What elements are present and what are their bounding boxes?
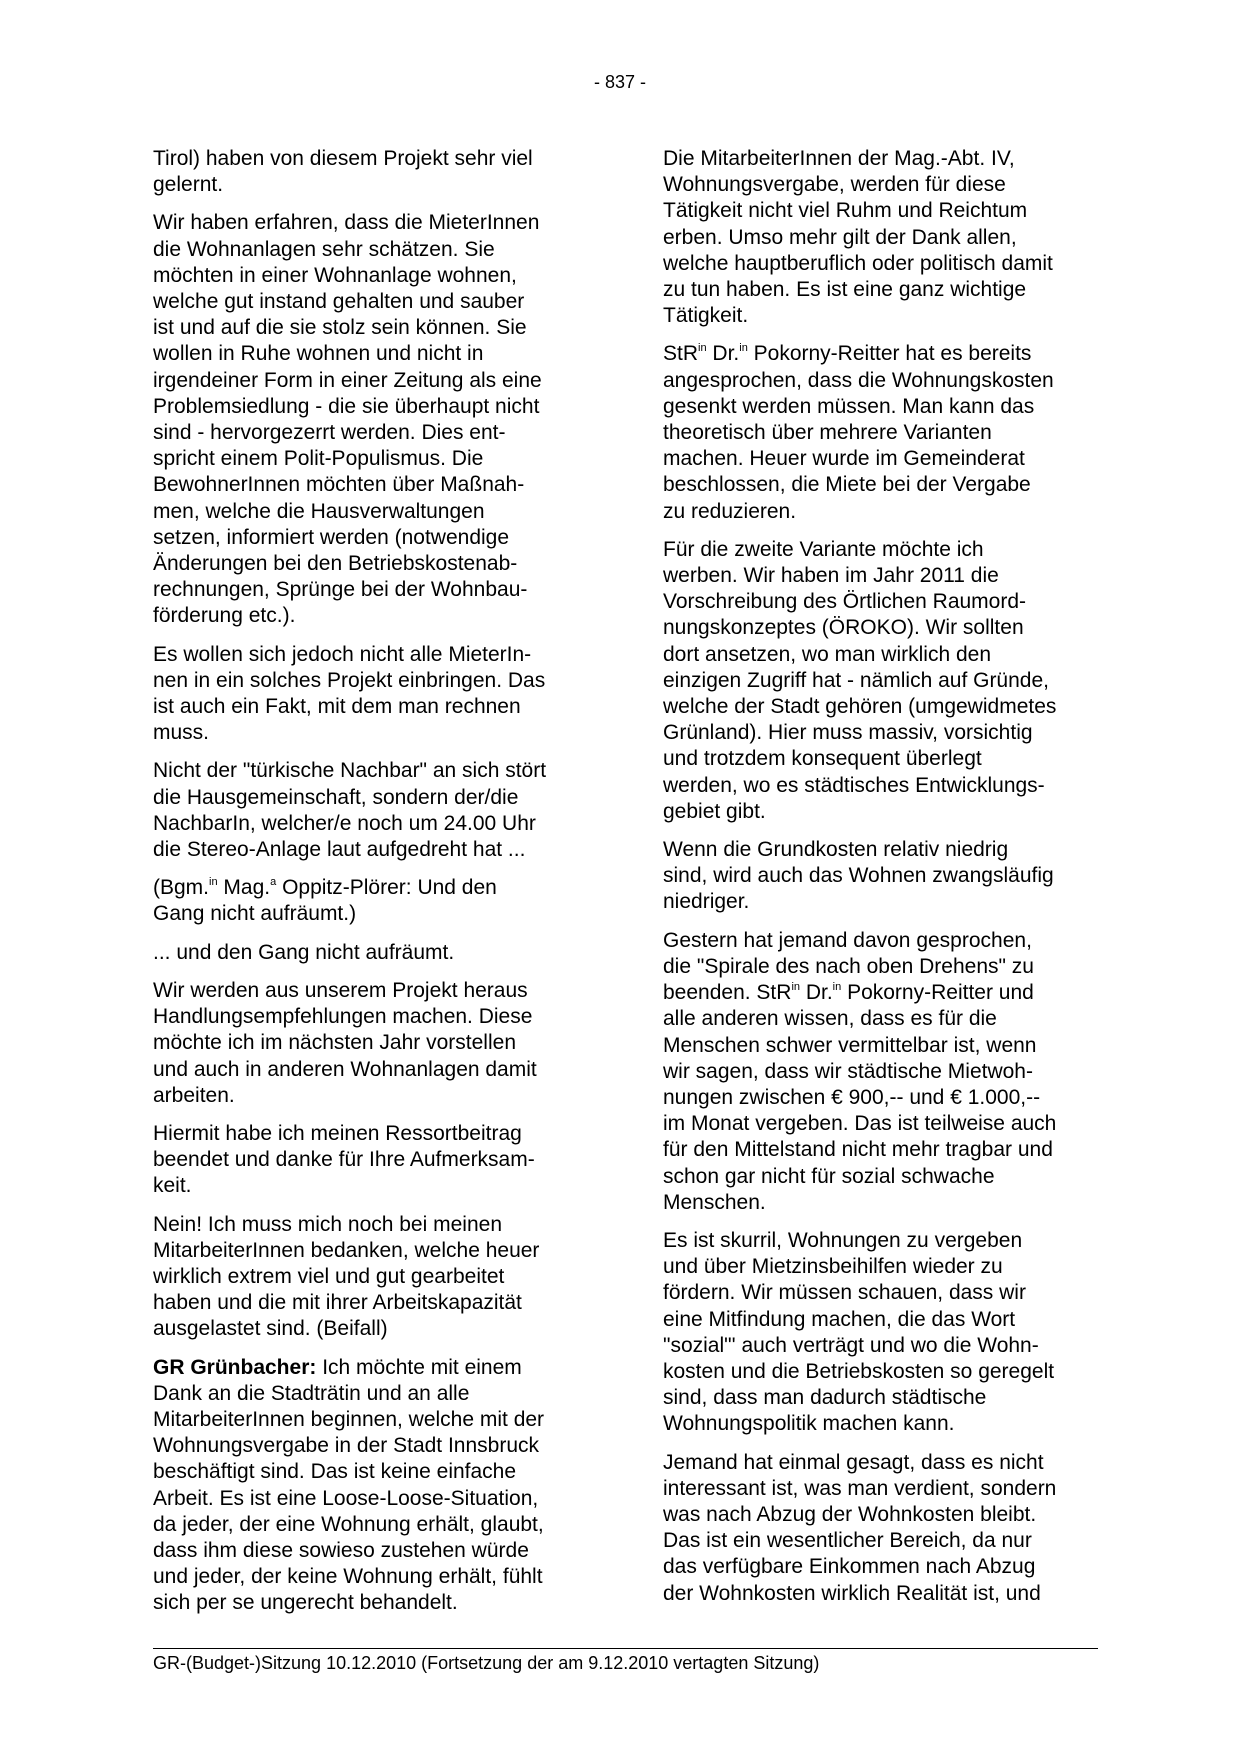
line: muss.	[153, 721, 210, 745]
paragraph	[153, 758, 585, 863]
line: Tätigkeit nicht viel Ruhm und Reichtum	[663, 199, 1028, 223]
line: erben. Umso mehr gilt der Dank allen,	[663, 225, 1017, 249]
line: NachbarIn, welcher/e noch um 24.00 Uhr	[153, 811, 536, 835]
line: wollen in Ruhe wohnen und nicht in	[153, 342, 484, 366]
line: Nein! Ich muss mich noch bei meinen	[153, 1212, 502, 1236]
line: Es wollen sich jedoch nicht alle MieterIn-	[153, 642, 532, 666]
line: Handlungsempfehlungen machen. Diese	[153, 1005, 533, 1029]
line: schon gar nicht für sozial schwache	[663, 1164, 995, 1188]
line: Problemsiedlung - die sie überhaupt nicht	[153, 394, 540, 418]
line: kosten und die Betriebskosten so geregelt	[663, 1359, 1055, 1383]
line: Das ist ein wesentlicher Bereich, da nur	[663, 1529, 1032, 1553]
line: theoretisch über mehrere Varianten	[663, 421, 992, 445]
line: die "Spirale des nach oben Drehens" zu	[663, 954, 1034, 978]
line: (Bgm.$^{in}$ Mag.$^a$ Oppitz-Plörer: Und den	[153, 876, 497, 900]
footer-divider	[153, 1648, 1098, 1649]
line: nen in ein solches Projekt einbringen. Das	[153, 668, 546, 692]
paragraph	[153, 978, 585, 1109]
line: welche hauptberuflich oder politisch damit	[663, 251, 1053, 275]
line: das verfügbare Einkommen nach Abzug	[663, 1555, 1036, 1579]
line: Tirol) haben von diesem Projekt sehr viel	[153, 147, 533, 170]
line: im Monat vergeben. Das ist teilweise auch	[663, 1112, 1057, 1136]
line: Es ist skurril, Wohnungen zu vergeben	[663, 1228, 1023, 1252]
paragraph	[663, 537, 1097, 825]
line: fördern. Wir müssen schauen, dass wir	[663, 1281, 1026, 1305]
line: rechnungen, Sprünge bei der Wohnbau-	[153, 578, 528, 602]
line: men, welche die Hausverwaltungen	[153, 499, 485, 523]
line: Die MitarbeiterInnen der Mag.-Abt. IV,	[663, 147, 1015, 170]
line: Für die zweite Variante möchte ich	[663, 537, 984, 561]
speech-paragraph	[153, 1355, 585, 1617]
line: beendet und danke für Ihre Aufmerksam-	[153, 1148, 535, 1172]
line: niedriger.	[663, 890, 750, 914]
right-column	[663, 146, 1097, 1619]
line: beschlossen, die Miete bei der Vergabe	[663, 473, 1031, 497]
line: Vorschreibung des Örtlichen Raumord-	[663, 590, 1027, 614]
line: für den Mittelstand nicht mehr tragbar und	[663, 1138, 1053, 1162]
footer-text: GR-(Budget-)Sitzung 10.12.2010 (Fortsetzung der am 9.12.2010 vertagten Sitzung)	[153, 1653, 820, 1673]
line: sind, wird auch das Wohnen zwangsläufig	[663, 864, 1054, 888]
line: wir sagen, dass wir städtische Mietwoh-	[663, 1059, 1033, 1083]
line: Wohnungspolitik machen kann.	[663, 1412, 955, 1436]
line: und über Mietzinsbeihilfen wieder zu	[663, 1255, 1003, 1279]
line: Gang nicht aufräumt.)	[153, 902, 357, 926]
line: werben. Wir haben im Jahr 2011 die	[663, 564, 999, 588]
line: eine Mitfindung machen, die das Wort	[663, 1307, 1016, 1331]
line: sind, dass man dadurch städtische	[663, 1386, 987, 1410]
line: keit.	[153, 1174, 192, 1198]
line: haben und die mit ihrer Arbeitskapazität	[153, 1291, 522, 1315]
line: möchte ich im nächsten Jahr vorstellen	[153, 1031, 516, 1055]
line: arbeiten.	[153, 1083, 235, 1107]
paragraph	[663, 146, 1097, 329]
line: welche der Stadt gehören (umgewidmetes	[663, 695, 1057, 719]
line: MitarbeiterInnen beginnen, welche mit der	[153, 1407, 545, 1431]
line: BewohnerInnen möchten über Maßnah-	[153, 473, 525, 497]
paragraph	[663, 1228, 1097, 1438]
line: Grünland). Hier muss massiv, vorsichtig	[663, 721, 1033, 745]
line: beenden. StR$^{in}$ Dr.$^{in}$ Pokorny-Reitter und	[663, 981, 1034, 1005]
line: nungen zwischen € 900,-- und € 1.000,--	[663, 1085, 1041, 1109]
line: irgendeiner Form in einer Zeitung als eine	[153, 368, 542, 392]
paragraph	[663, 837, 1097, 916]
line: setzen, informiert werden (notwendige	[153, 525, 510, 549]
line: dort ansetzen, wo man wirklich den	[663, 642, 991, 666]
line: die Wohnanlagen sehr schätzen. Sie	[153, 237, 495, 261]
line: Wohnungsvergabe, werden für diese	[663, 173, 1006, 197]
line: Tätigkeit.	[663, 304, 749, 328]
line: ist auch ein Fakt, mit dem man rechnen	[153, 695, 521, 719]
paragraph	[153, 210, 585, 629]
line: GR Grünbacher: Ich möchte mit einem	[153, 1355, 522, 1379]
line: sich per se ungerecht behandelt.	[153, 1591, 458, 1615]
line: und auch in anderen Wohnanlagen damit	[153, 1057, 537, 1081]
line: StR$^{in}$ Dr.$^{in}$ Pokorny-Reitter hat es bereits	[663, 342, 1032, 366]
line: Wohnungsvergabe in der Stadt Innsbruck	[153, 1434, 540, 1458]
interjection	[153, 875, 585, 927]
speaker-name: GR Grünbacher:	[153, 1355, 317, 1379]
line: Hiermit habe ich meinen Ressortbeitrag	[153, 1121, 522, 1145]
line: einzigen Zugriff hat - nämlich auf Gründe,	[663, 668, 1049, 692]
line: und jeder, der keine Wohnung erhält, fühlt	[153, 1565, 543, 1589]
line: Wenn die Grundkosten relativ niedrig	[663, 838, 1009, 862]
line: "sozial"' auch verträgt und wo die Wohn-	[663, 1333, 1039, 1357]
line: Änderungen bei den Betriebskostenab-	[153, 552, 518, 576]
line: spricht einem Polit-Populismus. Die	[153, 447, 484, 471]
line: ... und den Gang nicht aufräumt.	[153, 940, 455, 964]
line: nungskonzeptes (ÖROKO). Wir sollten	[663, 616, 1024, 640]
line: Nicht der "türkische Nachbar" an sich stört	[153, 759, 547, 783]
line: wirklich extrem viel und gut gearbeitet	[153, 1264, 505, 1288]
left-column	[153, 146, 585, 1629]
line: welche gut instand gehalten und sauber	[153, 290, 525, 314]
line: Wir werden aus unserem Projekt heraus	[153, 978, 528, 1002]
line: ist und auf die sie stolz sein können. Sie	[153, 316, 527, 340]
line: ausgelastet sind. (Beifall)	[153, 1317, 388, 1341]
line: sind - hervorgezerrt werden. Dies ent-	[153, 421, 506, 445]
line: was nach Abzug der Wohnkosten bleibt.	[663, 1502, 1037, 1526]
line: Menschen.	[663, 1190, 766, 1214]
line: dass ihm diese sowieso zustehen würde	[153, 1538, 529, 1562]
paragraph	[663, 341, 1097, 524]
line: zu reduzieren.	[663, 499, 797, 523]
line: die Hausgemeinschaft, sondern der/die	[153, 785, 519, 809]
paragraph	[153, 1212, 585, 1343]
paragraph	[153, 940, 585, 966]
line: und trotzdem konsequent überlegt	[663, 747, 982, 771]
page-number: - 837 -	[593, 72, 647, 92]
line: angesprochen, dass die Wohnungskosten	[663, 368, 1054, 392]
line: gesenkt werden müssen. Man kann das	[663, 394, 1035, 418]
paragraph	[153, 146, 585, 198]
line: da jeder, der eine Wohnung erhält, glaubt,	[153, 1512, 544, 1536]
line: MitarbeiterInnen bedanken, welche heuer	[153, 1238, 540, 1262]
paragraph	[663, 928, 1097, 1216]
line: zu tun haben. Es ist eine ganz wichtige	[663, 278, 1027, 302]
paragraph	[663, 1450, 1097, 1607]
paragraph	[153, 1121, 585, 1200]
line: beschäftigt sind. Das ist keine einfache	[153, 1460, 517, 1484]
line: Jemand hat einmal gesagt, dass es nicht	[663, 1450, 1044, 1474]
line: Menschen schwer vermittelbar ist, wenn	[663, 1033, 1037, 1057]
line: machen. Heuer wurde im Gemeinderat	[663, 447, 1025, 471]
line: Arbeit. Es ist eine Loose-Loose-Situation,	[153, 1486, 539, 1510]
line: die Stereo-Anlage laut aufgedreht hat ...	[153, 838, 526, 862]
paragraph	[153, 642, 585, 747]
line: Wir haben erfahren, dass die MieterInnen	[153, 211, 540, 235]
line: gelernt.	[153, 173, 224, 197]
line: Gestern hat jemand davon gesprochen,	[663, 928, 1032, 952]
line: werden, wo es städtisches Entwicklungs-	[663, 773, 1045, 797]
line: interessant ist, was man verdient, sondern	[663, 1476, 1057, 1500]
line: der Wohnkosten wirklich Realität ist, und	[663, 1581, 1041, 1605]
line: förderung etc.).	[153, 604, 296, 628]
line: Dank an die Stadträtin und an alle	[153, 1381, 470, 1405]
line: gebiet gibt.	[663, 799, 766, 823]
line: möchten in einer Wohnanlage wohnen,	[153, 263, 517, 287]
line: alle anderen wissen, dass es für die	[663, 1007, 997, 1031]
